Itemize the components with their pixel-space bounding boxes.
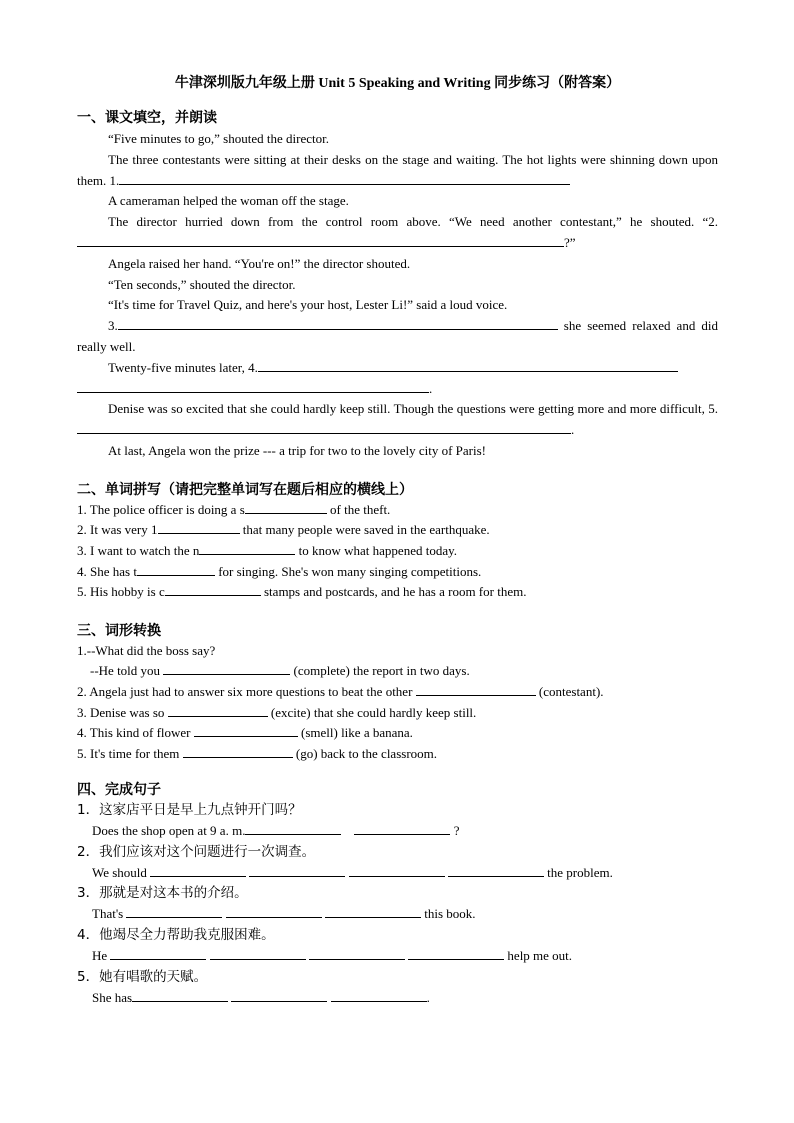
answer-blank-2[interactable]	[77, 233, 564, 247]
text-line: “Ten seconds,” shouted the director.	[108, 276, 296, 292]
answer-blank[interactable]	[226, 904, 322, 918]
question-text: 5. It's time for them	[77, 745, 183, 761]
answer-blank-4[interactable]	[258, 358, 678, 372]
question-text: 5. His hobby is c	[77, 584, 165, 600]
question-chinese: 5．她有唱歌的天赋。	[77, 968, 208, 985]
question-item	[77, 582, 718, 603]
question-text: --He told you	[90, 663, 164, 679]
question-item	[77, 703, 718, 724]
question-text: 2. It was very 1	[77, 522, 158, 538]
text-paragraph	[77, 316, 718, 358]
question-text: She has	[92, 989, 133, 1005]
question-item	[77, 723, 718, 744]
question-text: That's	[92, 906, 127, 922]
text-paragraph	[77, 150, 718, 192]
text-segment: .	[571, 422, 575, 438]
question-item	[77, 904, 718, 925]
question-item	[77, 988, 718, 1009]
question-text: to know what happened today.	[295, 542, 458, 558]
text-segment: The director hurried down from the control room above. “We need another contestant,” he shouted. “2.	[108, 214, 718, 230]
question-text: (go) back to the classroom.	[292, 745, 438, 761]
answer-blank[interactable]	[183, 744, 293, 758]
text-paragraph	[77, 358, 718, 379]
question-item	[77, 863, 718, 884]
question-text: this book.	[420, 906, 476, 922]
answer-blank[interactable]	[249, 863, 345, 877]
text-line: Angela raised her hand. “You're on!” the director shouted.	[108, 255, 411, 271]
question-text: Does the shop open at 9 a. m.	[92, 823, 246, 839]
question-text: We should	[92, 864, 151, 880]
question-text: help me out.	[504, 948, 573, 964]
answer-blank[interactable]	[231, 988, 327, 1002]
section-word-spelling	[77, 480, 718, 603]
answer-blank[interactable]	[150, 863, 246, 877]
answer-blank[interactable]	[245, 821, 341, 835]
text-line: “Five minutes to go,” shouted the director.	[108, 131, 329, 146]
question-text: .	[426, 989, 430, 1005]
question-text: 1. The police officer is doing a s	[77, 501, 245, 517]
text-segment: 3.	[108, 318, 118, 334]
text-line: At last, Angela won the prize --- a trip for two to the lovely city of Paris!	[108, 442, 486, 458]
question-text: 3. I want to watch the n	[77, 542, 200, 558]
question-item	[77, 821, 718, 842]
answer-blank[interactable]	[199, 541, 295, 555]
answer-blank[interactable]	[245, 500, 327, 514]
question-text: 1.--What did the boss say?	[77, 642, 216, 658]
answer-blank[interactable]	[137, 562, 215, 576]
question-item	[77, 520, 718, 541]
question-text: (complete) the report in two days.	[290, 663, 470, 679]
text-line: A cameraman helped the woman off the stage.	[108, 193, 349, 209]
answer-blank[interactable]	[110, 946, 206, 960]
page-title: 牛津深圳版九年级上册 Unit 5 Speaking and Writing 同步练习（附答案）	[174, 76, 621, 91]
answer-blank[interactable]	[349, 863, 445, 877]
text-segment: Denise was so excited that she could hardly keep still. Though the questions were getting more and more difficult, 5.	[108, 401, 718, 417]
answer-blank[interactable]	[416, 682, 536, 696]
text-segment: Twenty-five minutes later, 4.	[108, 359, 258, 375]
answer-blank-1[interactable]	[119, 171, 570, 185]
answer-blank-3[interactable]	[118, 316, 558, 330]
answer-blank[interactable]	[210, 946, 306, 960]
question-text: stamps and postcards, and he has a room for them.	[260, 584, 527, 600]
answer-blank[interactable]	[194, 723, 298, 737]
answer-blank-5[interactable]	[77, 420, 571, 434]
question-text: 2. Angela just had to answer six more questions to beat the other	[77, 683, 416, 699]
question-item	[77, 946, 718, 967]
question-text: He	[92, 948, 111, 964]
answer-blank[interactable]	[126, 904, 222, 918]
question-chinese: 1．这家店平日是早上九点钟开门吗？	[77, 802, 302, 819]
question-item	[77, 562, 718, 583]
answer-blank[interactable]	[158, 520, 240, 534]
section-heading-4: 四、完成句子	[77, 782, 161, 799]
answer-blank[interactable]	[165, 582, 261, 596]
answer-blank[interactable]	[132, 988, 228, 1002]
section-fill-in-text	[77, 108, 718, 462]
text-line: “It's time for Travel Quiz, and here's your host, Lester Li!” said a loud voice.	[108, 297, 508, 313]
text-segment: she seemed relaxed and did really well.	[77, 318, 718, 354]
text-paragraph	[77, 399, 718, 441]
section-heading-2: 二、单词拼写（请把完整单词写在题后相应的横线上）	[77, 481, 413, 498]
section-heading-1: 一、课文填空，并朗读	[77, 110, 217, 126]
question-text: (contestant).	[535, 683, 604, 699]
section-heading-3: 三、词形转换	[77, 622, 161, 639]
question-item	[77, 661, 718, 682]
text-line	[77, 379, 718, 400]
answer-blank[interactable]	[408, 946, 504, 960]
text-paragraph	[77, 212, 718, 254]
question-text: for singing. She's won many singing competitions.	[214, 563, 482, 579]
question-item	[77, 744, 718, 765]
question-chinese: 4．他竭尽全力帮助我克服困难。	[77, 927, 275, 944]
answer-blank[interactable]	[331, 988, 427, 1002]
answer-blank[interactable]	[354, 821, 450, 835]
question-text: (smell) like a banana.	[297, 725, 413, 741]
text-segment: The three contestants were sitting at their desks on the stage and waiting. The hot lights were shinning down upon them. 1.	[77, 151, 718, 188]
question-text: (excite) that she could hardly keep still.	[267, 704, 477, 720]
question-text: 3. Denise was so	[77, 704, 168, 720]
question-text: ?	[450, 823, 460, 839]
question-item	[77, 500, 718, 521]
worksheet-page	[77, 74, 718, 1008]
answer-blank[interactable]	[448, 863, 544, 877]
question-item	[77, 541, 718, 562]
question-item	[77, 682, 718, 703]
question-chinese: 2．我们应该对这个问题进行一次调查。	[77, 843, 316, 860]
answer-blank[interactable]	[309, 946, 405, 960]
question-chinese: 3．那就是对这本书的介绍。	[77, 885, 248, 902]
section-complete-sentences	[77, 780, 718, 1008]
answer-blank[interactable]	[168, 703, 268, 717]
question-text: 4. This kind of flower	[77, 725, 194, 741]
section-word-forms	[77, 621, 718, 765]
answer-blank[interactable]	[163, 661, 290, 675]
answer-blank[interactable]	[325, 904, 421, 918]
text-segment: .	[429, 380, 433, 396]
text-segment: ?”	[564, 234, 576, 250]
question-text: the problem.	[543, 864, 613, 880]
question-text: that many people were saved in the earthquake.	[239, 522, 490, 538]
answer-blank-4-continued[interactable]	[77, 379, 429, 393]
question-text: of the theft.	[326, 501, 391, 517]
question-text: 4. She has t	[77, 563, 137, 579]
